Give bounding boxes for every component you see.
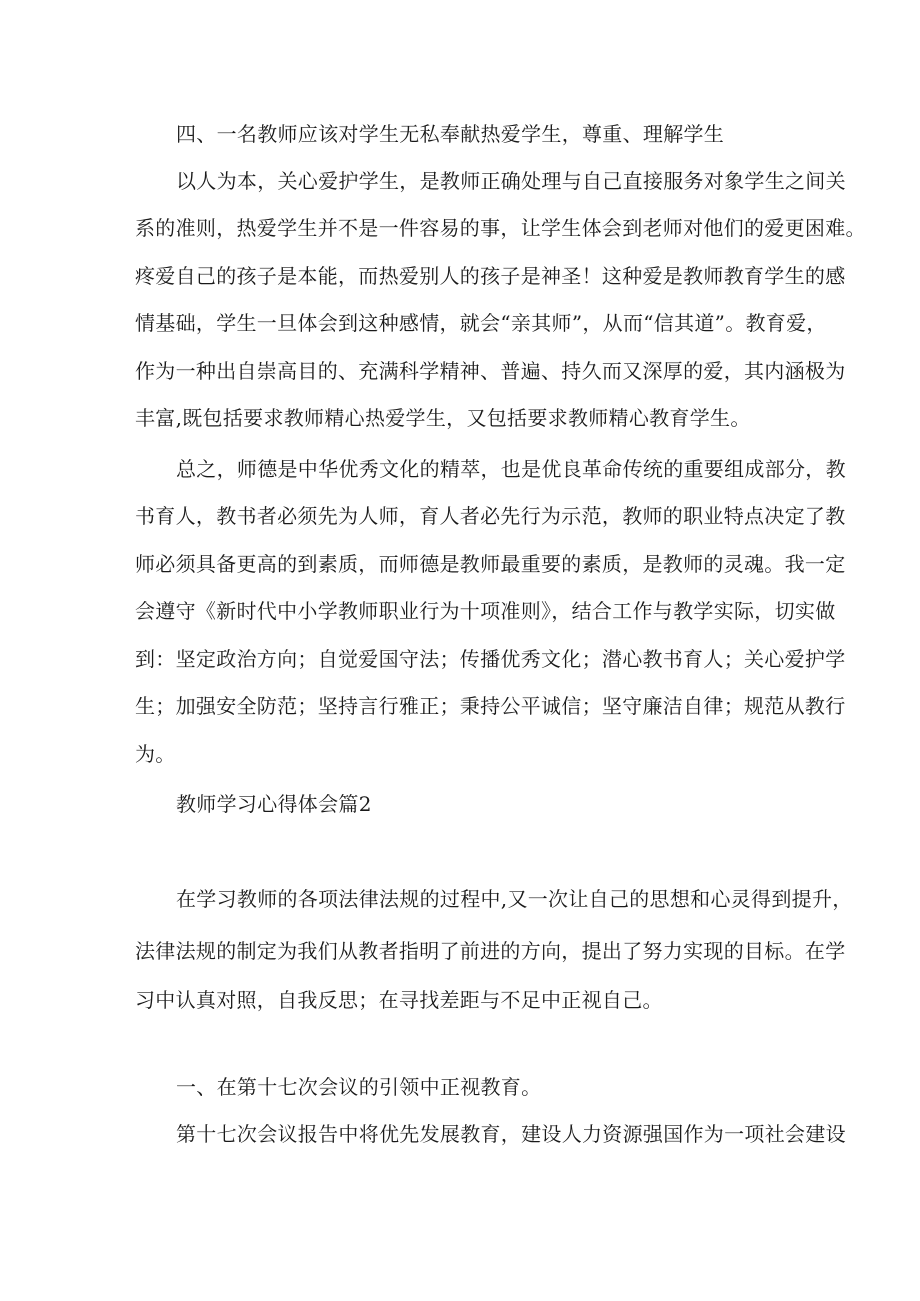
paragraph-line: 情基础，学生一旦体会到这种感情，就会“亲其师”，从而“信其道”。教育爱， <box>135 311 827 335</box>
paragraph-line: 到：坚定政治方向；自觉爱国守法；传播优秀文化；潜心教书育人；关心爱护学 <box>135 647 846 671</box>
paragraph-line: 总之，师德是中华优秀文化的精萃，也是优良革命传统的重要组成部分，教 <box>176 457 846 481</box>
paragraph-line: 第十七次会议报告中将优先发展教育，建设人力资源强国作为一项社会建设 <box>176 1122 846 1146</box>
paragraph-line: 丰富,既包括要求教师精心热爱学生，又包括要求教师精心教育学生。 <box>135 406 751 430</box>
paragraph-line: 生；加强安全防范；坚持言行雅正；秉持公平诚信；坚守廉洁自律；规范从教行 <box>135 694 846 718</box>
paragraph-line: 法律法规的制定为我们从教者指明了前进的方向，提出了努力实现的目标。在学 <box>135 939 846 963</box>
paragraph-line: 为。 <box>135 742 176 766</box>
paragraph-line: 会遵守《新时代中小学教师职业行为十项准则》，结合工作与教学实际，切实做 <box>135 599 836 623</box>
paragraph-line: 作为一种出自崇高目的、充满科学精神、普遍、持久而又深厚的爱，其内涵极为 <box>135 359 846 383</box>
paragraph-line: 在学习教师的各项法律法规的过程中,又一次让自己的思想和心灵得到提升， <box>176 887 853 911</box>
paragraph-line: 系的准则，热爱学生并不是一件容易的事，让学生体会到老师对他们的爱更困难。 <box>135 216 866 240</box>
paragraph-line: 书育人，教书者必须先为人师，育人者必先行为示范，教师的职业特点决定了教 <box>135 504 846 528</box>
heading-section-four: 四、一名教师应该对学生无私奉献热爱学生，尊重、理解学生 <box>176 122 725 146</box>
paragraph-line: 师必须具备更高的到素质，而师德是教师最重要的素质，是教师的灵魂。我一定 <box>135 552 846 576</box>
paragraph-line: 疼爱自己的孩子是本能，而热爱别人的孩子是神圣！这种爱是教师教育学生的感 <box>135 264 846 288</box>
paragraph-line: 以人为本，关心爱护学生，是教师正确处理与自己直接服务对象学生之间关 <box>176 169 846 193</box>
section-title: 教师学习心得体会篇2 <box>176 792 372 816</box>
paragraph-line: 习中认真对照，自我反思；在寻找差距与不足中正视自己。 <box>135 988 663 1012</box>
heading-section-one: 一、在第十七次会议的引领中正视教育。 <box>176 1075 542 1099</box>
